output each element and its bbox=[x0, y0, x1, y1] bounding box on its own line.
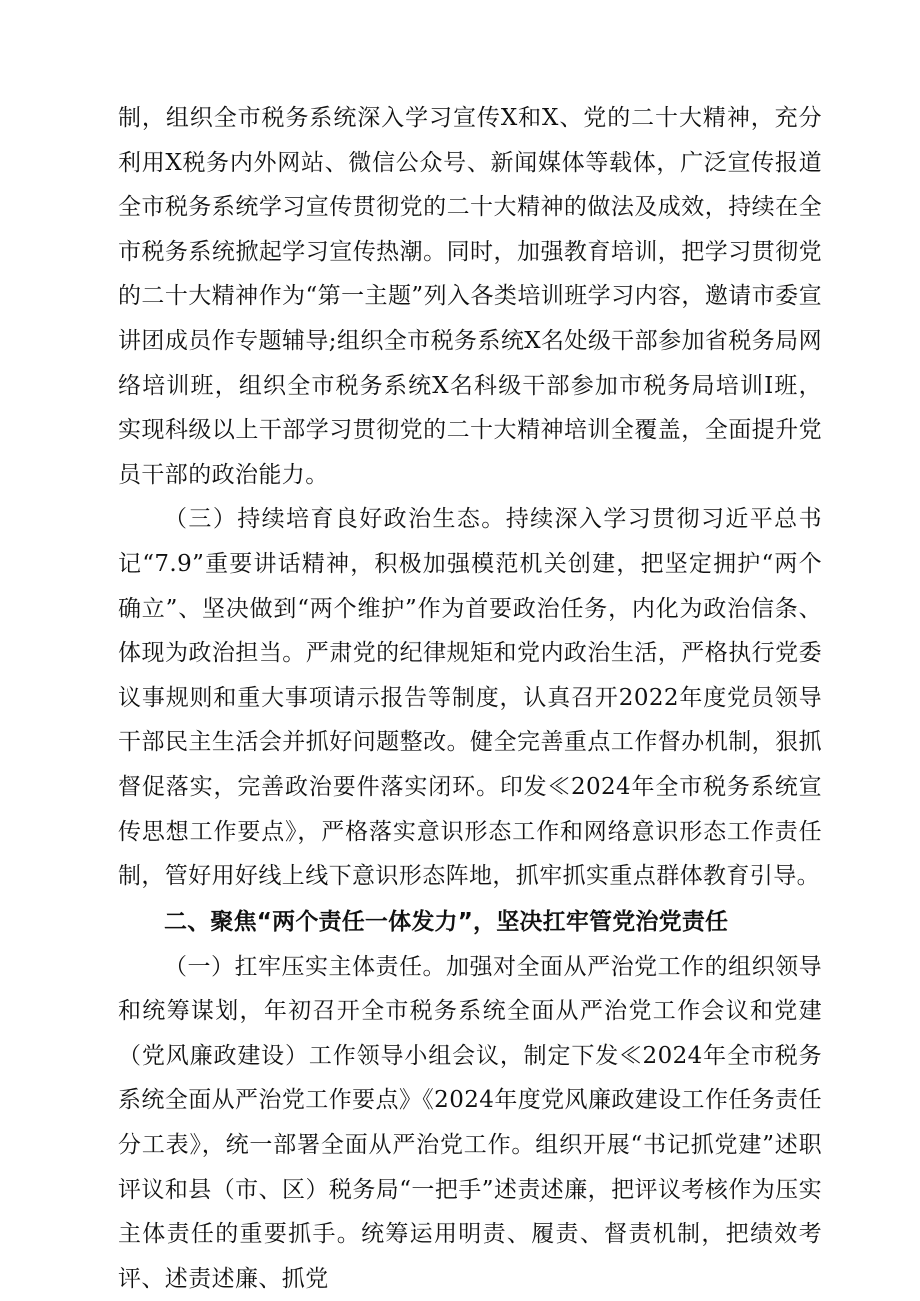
paragraph-main-responsibility: （一）扛牢压实主体责任。加强对全面从严治党工作的组织领导和统筹谋划，年初召开全市税务系统全面从严治党工作会议和党建（党风廉政建设）工作领导小组会议，制定下发≪2024年全市税务系统全面从严治党工作要点》《2024年度党风廉政建设工作任务责任分工表》，统一部署全面从严治党工作。组织开展“书记抓党建”述职评议和县（市、区）税务局“一把手”述责述廉，把评议考核作为压实主体责任的重要抓手。统筹运用明责、履责、督责机制，把绩效考评、述责述廉、抓党 bbox=[118, 953, 822, 1292]
document-body bbox=[118, 96, 822, 1301]
paragraph-continuation: 制，组织全市税务系统深入学习宣传X和X、党的二十大精神，充分利用X税务内外网站、微信公众号、新闻媒体等载体，广泛宣传报道全市税务系统学习宣传贯彻党的二十大精神的做法及成效，持续在全市税务系统掀起学习宣传热潮。同时，加强教育培训，把学习贯彻党的二十大精神作为“第一主题”列入各类培训班学习内容，邀请市委宣讲团成员作专题辅导;组织全市税务系统X名处级干部参加省税务局网络培训班，组织全市税务系统X名科级干部参加市税务局培训I班，实现科级以上干部学习贯彻党的二十大精神培训全覆盖，全面提升党员干部的政治能力。 bbox=[118, 105, 822, 488]
section-heading-two: 二、聚焦“两个责任一体发力”，坚决扛牢管党治党责任 bbox=[164, 908, 729, 935]
paragraph-political-ecology: （三）持续培育良好政治生态。持续深入学习贯彻习近平总书记“7.9”重要讲话精神，积极加强模范机关创建，把坚定拥护“两个确立”、坚决做到“两个维护”作为首要政治任务，内化为政治信条、体现为政治担当。严肃党的纪律规矩和党内政治生活，严格执行党委议事规则和重大事项请示报告等制度，认真召开2022年度党员领导干部民主生活会并抓好问题整改。健全完善重点工作督办机制，狠抓督促落实，完善政治要件落实闭环。印发≪2024年全市税务系统宣传思想工作要点》，严格落实意识形态工作和网络意识形态工作责任制，管好用好线上线下意识形态阵地，抓牢抓实重点群体教育引导。 bbox=[118, 506, 822, 890]
